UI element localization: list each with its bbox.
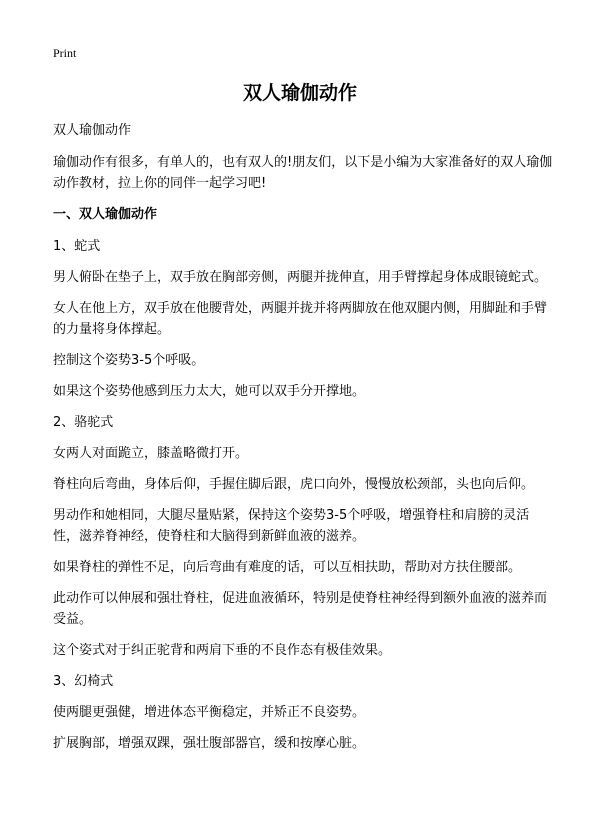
paragraph: 女人在他上方，双手放在他腰背处，两腿并拢并将两脚放在他双腿内侧，用脚趾和手臂的力量将身体撑起。 [53,301,548,337]
paragraph: 女两人对面跪立，膝盖略微打开。 [53,446,249,461]
paragraph: 如果这个姿势他感到压力太大，她可以双手分开撑地。 [53,384,366,399]
article-subtitle: 双人瑜伽动作 [53,123,132,138]
section-heading: 一、双人瑜伽动作 [53,207,158,222]
paragraph: 这个姿式对于纠正驼背和两肩下垂的不良作态有极佳效果。 [53,643,392,658]
paragraph: 控制这个姿势3-5个呼吸。 [53,353,205,368]
pose-heading: 3、幻椅式 [53,674,114,689]
pose-heading: 1、蛇式 [53,239,101,254]
paragraph: 如果脊柱的弹性不足，向后弯曲有难度的话，可以互相扶助，帮助对方扶住腰部。 [53,560,522,575]
print-label[interactable]: Print [53,46,77,60]
paragraph: 使两腿更强健，增进体态平衡稳定，并矫正不良姿势。 [53,705,366,720]
intro-paragraph: 瑜伽动作有很多，有单人的，也有双人的!朋友们，以下是小编为大家准备好的双人瑜伽动作教材，拉上你的同伴一起学习吧! [53,155,553,191]
paragraph: 扩展胸部，增强双踝，强壮腹部器官，缓和按摩心脏。 [53,736,366,751]
pose-heading: 2、骆驼式 [53,415,114,430]
page-title: 双人瑜伽动作 [242,82,357,104]
paragraph: 脊柱向后弯曲，身体后仰，手握住脚后跟，虎口向外，慢慢放松颈部，头也向后仰。 [53,477,535,492]
paragraph: 此动作可以伸展和强壮脊柱，促进血液循环，特别是使脊柱神经得到额外血液的滋养而受益。 [53,591,548,627]
article-body [53,120,553,764]
paragraph: 男人俯卧在垫子上，双手放在胸部旁侧，两腿并拢伸直，用手臂撑起身体成眼镜蛇式。 [53,270,548,285]
paragraph: 男动作和她相同，大腿尽量贴紧，保持这个姿势3-5个呼吸，增强脊柱和肩膀的灵活性，滋养脊神经，使脊柱和大脑得到新鲜血液的滋养。 [53,508,530,544]
